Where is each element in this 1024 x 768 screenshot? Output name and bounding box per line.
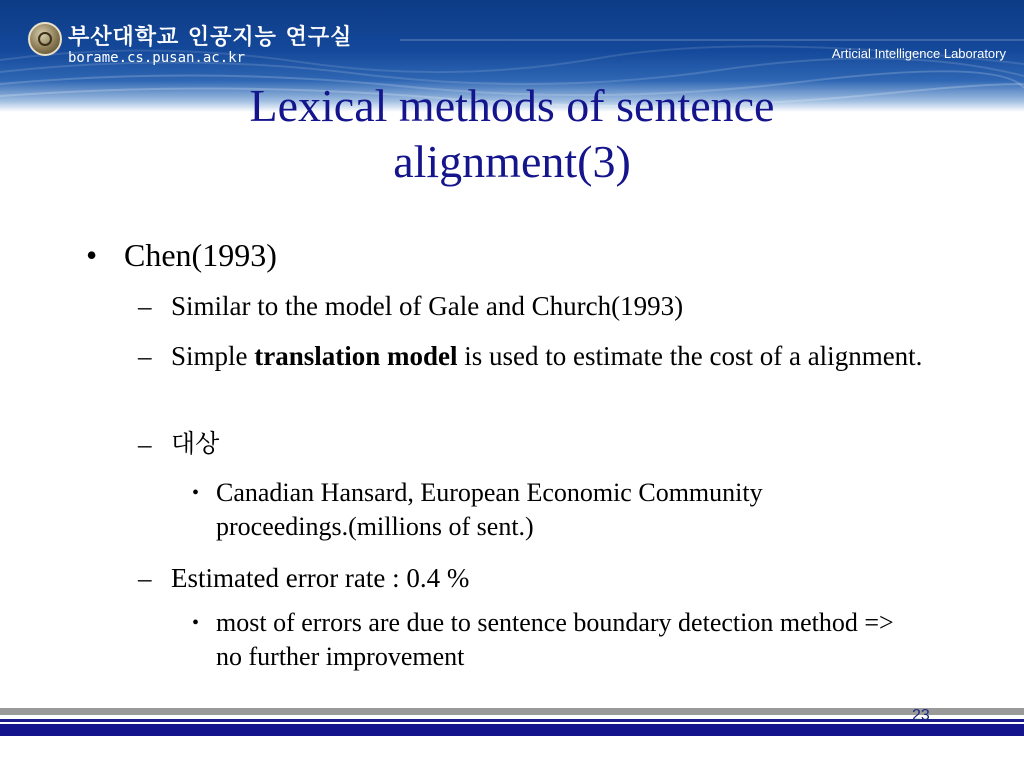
slide-title-line2: alignment(3) [393,136,631,187]
dash-marker: – [138,429,152,459]
page-number: 23 [912,707,930,724]
footer-thin-blue-bar [0,719,1024,722]
dash-text-bold: translation model [254,341,458,371]
sub-bullet-marker: • [192,482,200,504]
dash-text: 대상 [171,429,220,458]
dash-text-pre: Simple [171,341,255,371]
footer-gray-bar [0,708,1024,715]
bullet-text: Chen(1993) [124,237,277,273]
dash-marker: – [138,341,152,371]
lab-url: borame.cs.pusan.ac.kr [68,50,246,66]
footer-blue-bar [0,724,1024,736]
dash-text [171,336,931,376]
lab-name-english: Articial Intelligence Laboratory [831,46,1006,61]
dash-text: Similar to the model of Gale and Church(1993) [171,291,684,321]
dash-marker: – [138,291,152,321]
bullet-marker: • [86,237,98,273]
sub-bullet-text: most of errors are due to sentence boundary detection method => no further improvement [216,608,894,671]
sub-bullet-text: Canadian Hansard, European Economic Community proceedings.(millions of sent.) [216,478,763,541]
dash-marker: – [138,563,152,593]
dash-text: Estimated error rate : 0.4 % [171,563,470,593]
slide-title-line1: Lexical methods of sentence [249,80,775,131]
lab-name-korean: 부산대학교 인공지능 연구실 [68,25,353,50]
university-seal-icon [28,22,62,56]
sub-bullet-marker: • [192,612,200,634]
dash-text-post: is used to estimate the cost of a alignment. [457,341,923,371]
slide-title [0,78,1024,190]
